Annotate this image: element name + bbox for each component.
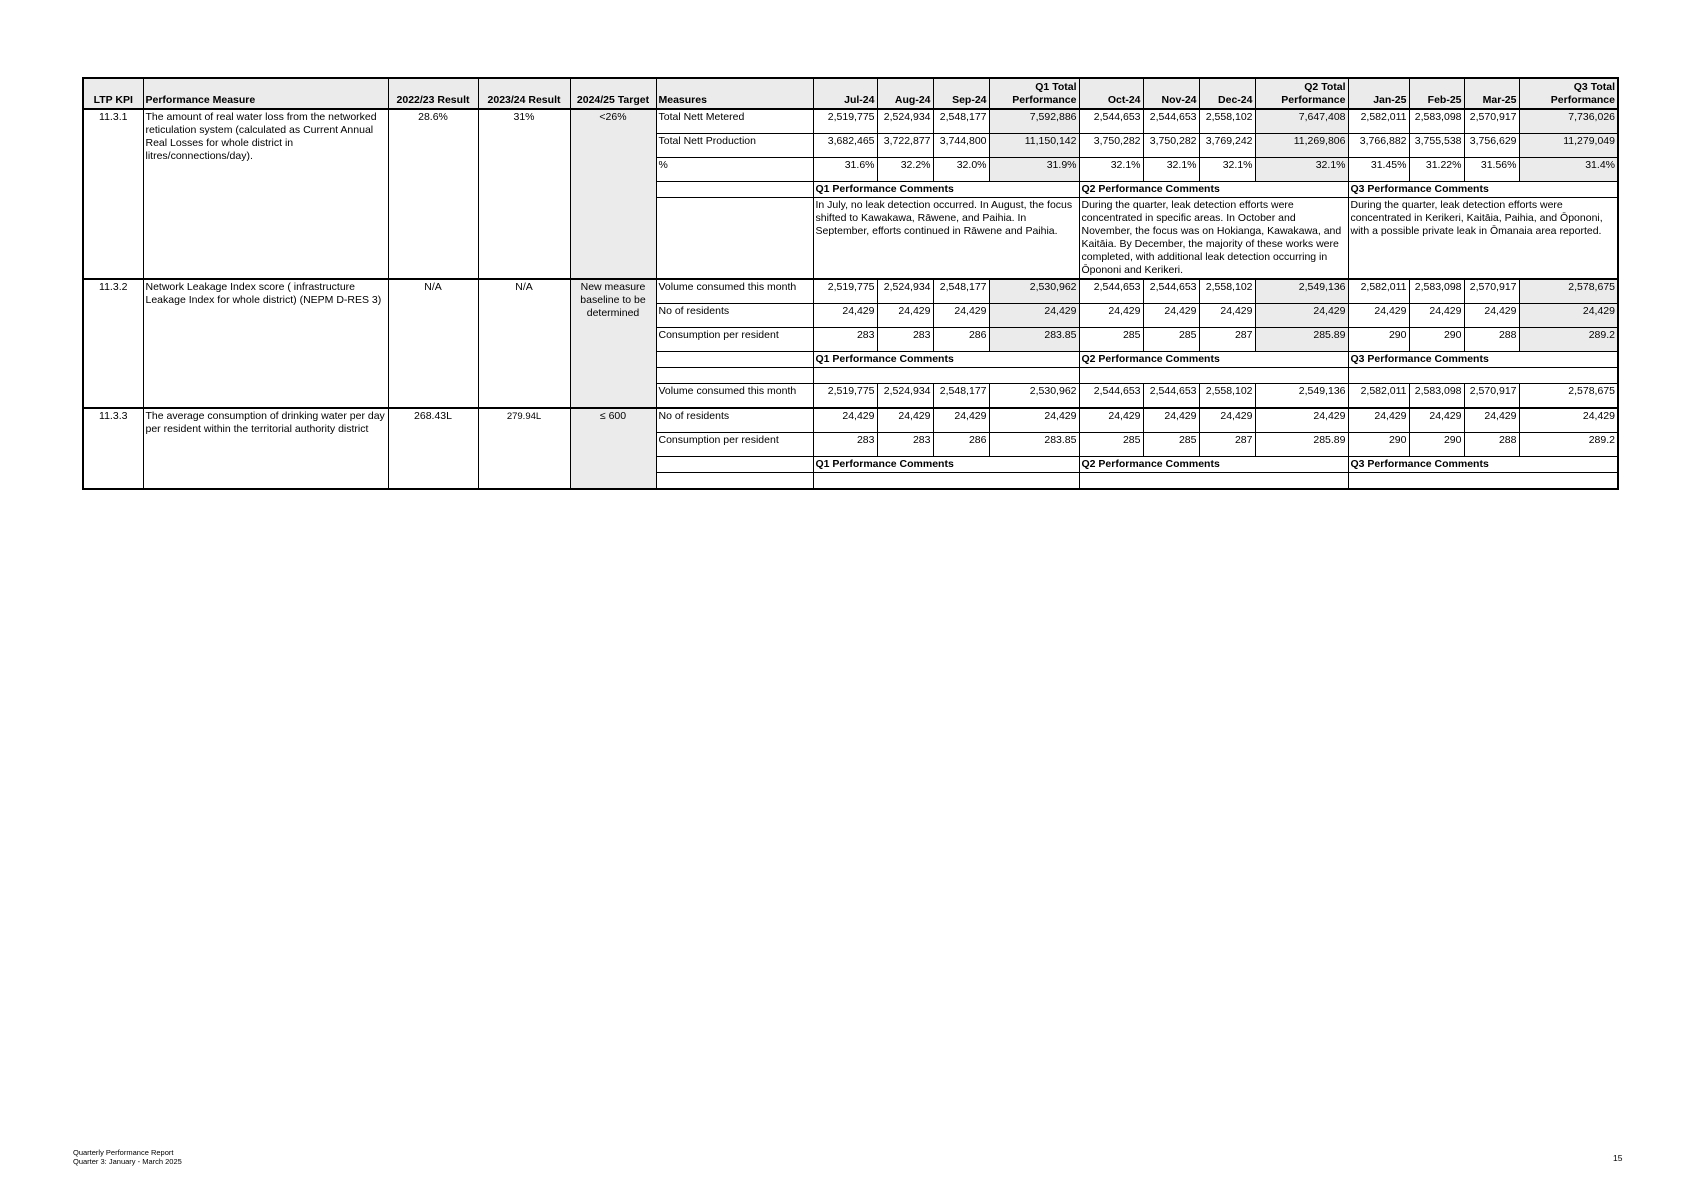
value-cell: 2,524,934 — [877, 384, 933, 409]
kpi-result-2023-24: 279.94L — [478, 408, 570, 489]
header-ltp-kpi: LTP KPI — [83, 78, 143, 109]
value-cell: 3,769,242 — [1199, 134, 1255, 158]
header-nov-24: Nov-24 — [1143, 78, 1199, 109]
q2-total-cell: 7,647,408 — [1255, 109, 1348, 134]
value-cell: 32.1% — [1143, 158, 1199, 182]
q3-total-cell: 31.4% — [1519, 158, 1618, 182]
q1-total-cell: 283.85 — [989, 433, 1079, 457]
value-cell: 2,583,098 — [1409, 279, 1464, 304]
value-cell: 290 — [1348, 433, 1409, 457]
value-cell: 2,583,098 — [1409, 384, 1464, 409]
q2-total-cell: 24,429 — [1255, 408, 1348, 433]
value-cell: 3,750,282 — [1079, 134, 1143, 158]
q3-comment-text: During the quarter, leak detection efforts were concentrated in Kerikeri, Kaitāia, Paihia, and Ōpononi, with a possible private leak in Ōmanaia area reported. — [1348, 198, 1618, 280]
header-q1-total-label: Q1 Total — [1035, 81, 1077, 93]
value-cell: 31.22% — [1409, 158, 1464, 182]
q2-total-cell: 2,549,136 — [1255, 279, 1348, 304]
blank-cell — [656, 352, 813, 368]
q1-comments-label: Q1 Performance Comments — [813, 352, 1079, 368]
value-cell: 24,429 — [1409, 304, 1464, 328]
kpi-result-2023-24: N/A — [478, 279, 570, 408]
value-cell: 24,429 — [1348, 304, 1409, 328]
header-2023-24-result: 2023/24 Result — [478, 78, 570, 109]
value-cell: 288 — [1464, 433, 1519, 457]
value-cell: 2,519,775 — [813, 279, 877, 304]
header-sep-24: Sep-24 — [933, 78, 989, 109]
value-cell: 2,519,775 — [813, 109, 877, 134]
value-cell: 2,544,653 — [1143, 384, 1199, 409]
q1-total-cell: 11,150,142 — [989, 134, 1079, 158]
value-cell: 2,583,098 — [1409, 109, 1464, 134]
value-cell: 283 — [877, 328, 933, 352]
header-q1-total — [989, 78, 1079, 109]
q1-comment-text: In July, no leak detection occurred. In August, the focus shifted to Kawakawa, Rāwene, and Paihia. In September, efforts continued in Rāwene and Paihia. — [813, 198, 1079, 280]
value-cell: 2,544,653 — [1079, 279, 1143, 304]
q1-total-cell: 7,592,886 — [989, 109, 1079, 134]
value-cell: 3,750,282 — [1143, 134, 1199, 158]
value-cell: 24,429 — [1464, 304, 1519, 328]
value-cell: 283 — [877, 433, 933, 457]
value-cell: 2,544,653 — [1143, 109, 1199, 134]
blank-cell — [656, 473, 813, 490]
header-row — [83, 78, 1618, 109]
q2-total-cell: 24,429 — [1255, 304, 1348, 328]
value-cell: 2,544,653 — [1143, 279, 1199, 304]
q3-total-cell: 289.2 — [1519, 328, 1618, 352]
q3-comment-text — [1348, 368, 1618, 384]
q1-comment-text — [813, 473, 1079, 490]
kpi-measure: The average consumption of drinking water per day per resident within the territorial authority district — [143, 408, 388, 489]
value-cell: 290 — [1409, 328, 1464, 352]
q3-comment-text — [1348, 473, 1618, 490]
measure-label: % — [656, 158, 813, 182]
value-cell: 3,722,877 — [877, 134, 933, 158]
value-cell: 31.6% — [813, 158, 877, 182]
value-cell: 24,429 — [933, 304, 989, 328]
q2-total-cell: 285.89 — [1255, 433, 1348, 457]
footer-quarter: Quarter 3: January - March 2025 — [73, 1157, 182, 1166]
value-cell: 2,582,011 — [1348, 384, 1409, 409]
header-q2-total-label: Q2 Total — [1304, 81, 1346, 93]
blank-cell — [656, 182, 813, 198]
q3-total-cell: 7,736,026 — [1519, 109, 1618, 134]
value-cell: 2,548,177 — [933, 279, 989, 304]
q2-comments-label: Q2 Performance Comments — [1079, 182, 1348, 198]
value-cell: 2,519,775 — [813, 384, 877, 409]
value-cell: 3,682,465 — [813, 134, 877, 158]
q1-total-cell: 2,530,962 — [989, 279, 1079, 304]
q2-total-cell: 32.1% — [1255, 158, 1348, 182]
value-cell: 290 — [1348, 328, 1409, 352]
value-cell: 285 — [1079, 433, 1143, 457]
kpi-result-2022-23: N/A — [388, 279, 478, 408]
value-cell: 3,766,882 — [1348, 134, 1409, 158]
q2-total-cell: 285.89 — [1255, 328, 1348, 352]
value-cell: 285 — [1143, 433, 1199, 457]
value-cell: 2,558,102 — [1199, 279, 1255, 304]
value-cell: 24,429 — [1079, 304, 1143, 328]
value-cell: 287 — [1199, 433, 1255, 457]
header-jul-24: Jul-24 — [813, 78, 877, 109]
value-cell: 286 — [933, 433, 989, 457]
measure-label: Consumption per resident — [656, 433, 813, 457]
measure-label: Volume consumed this month — [656, 279, 813, 304]
value-cell: 288 — [1464, 328, 1519, 352]
value-cell: 32.2% — [877, 158, 933, 182]
q1-total-cell: 24,429 — [989, 304, 1079, 328]
q2-comments-label: Q2 Performance Comments — [1079, 457, 1348, 473]
value-cell: 24,429 — [1143, 408, 1199, 433]
value-cell: 24,429 — [1199, 304, 1255, 328]
header-feb-25: Feb-25 — [1409, 78, 1464, 109]
value-cell: 24,429 — [1199, 408, 1255, 433]
value-cell: 24,429 — [877, 408, 933, 433]
value-cell: 2,570,917 — [1464, 109, 1519, 134]
value-cell: 3,756,629 — [1464, 134, 1519, 158]
header-mar-25: Mar-25 — [1464, 78, 1519, 109]
value-cell: 2,582,011 — [1348, 109, 1409, 134]
measure-label: Volume consumed this month — [656, 384, 813, 409]
value-cell: 24,429 — [813, 304, 877, 328]
value-cell: 290 — [1409, 433, 1464, 457]
kpi-id: 11.3.3 — [83, 408, 143, 489]
value-cell: 24,429 — [1143, 304, 1199, 328]
q1-comments-label: Q1 Performance Comments — [813, 182, 1079, 198]
value-cell: 283 — [813, 433, 877, 457]
kpi-result-2023-24: 31% — [478, 109, 570, 279]
report-footer — [73, 1148, 182, 1166]
header-q2-performance-label: Performance — [1281, 94, 1346, 106]
header-performance-measure: Performance Measure — [143, 78, 388, 109]
kpi-target-2024-25: New measure baseline to be determined — [570, 279, 656, 408]
q3-total-cell: 2,578,675 — [1519, 279, 1618, 304]
q3-total-cell: 2,578,675 — [1519, 384, 1618, 409]
value-cell: 32.1% — [1079, 158, 1143, 182]
value-cell: 24,429 — [933, 408, 989, 433]
q3-total-cell: 24,429 — [1519, 304, 1618, 328]
q2-comment-text: During the quarter, leak detection efforts were concentrated in specific areas. In October and November, the focus was on Hokianga, Kawakawa, and Kaitāia. By December, the majority of these works were completed, with additional leak detection occurring in Ōpononi and Kerikeri. — [1079, 198, 1348, 280]
kpi-measure: The amount of real water loss from the networked reticulation system (calculated as Current Annual Real Losses for whole district in litres/connections/day). — [143, 109, 388, 279]
q1-total-cell: 2,530,962 — [989, 384, 1079, 409]
value-cell: 3,755,538 — [1409, 134, 1464, 158]
header-q3-total-label: Q3 Total — [1573, 81, 1615, 93]
value-cell: 287 — [1199, 328, 1255, 352]
blank-cell — [656, 198, 813, 280]
q2-comments-label: Q2 Performance Comments — [1079, 352, 1348, 368]
q2-comment-text — [1079, 473, 1348, 490]
value-cell: 283 — [813, 328, 877, 352]
q3-total-cell: 24,429 — [1519, 408, 1618, 433]
value-cell: 285 — [1079, 328, 1143, 352]
value-cell: 2,548,177 — [933, 109, 989, 134]
q3-comments-label: Q3 Performance Comments — [1348, 457, 1618, 473]
value-cell: 32.1% — [1199, 158, 1255, 182]
kpi-target-2024-25: ≤ 600 — [570, 408, 656, 489]
value-cell: 31.45% — [1348, 158, 1409, 182]
kpi-table — [82, 77, 1619, 490]
value-cell: 2,570,917 — [1464, 279, 1519, 304]
q1-total-cell: 283.85 — [989, 328, 1079, 352]
q3-comments-label: Q3 Performance Comments — [1348, 352, 1618, 368]
value-cell: 3,744,800 — [933, 134, 989, 158]
footer-report-title: Quarterly Performance Report — [73, 1148, 174, 1157]
measure-label: No of residents — [656, 304, 813, 328]
kpi-id: 11.3.2 — [83, 279, 143, 408]
value-cell: 2,524,934 — [877, 109, 933, 134]
value-cell: 24,429 — [1464, 408, 1519, 433]
header-aug-24: Aug-24 — [877, 78, 933, 109]
kpi-id: 11.3.1 — [83, 109, 143, 279]
q1-total-cell: 24,429 — [989, 408, 1079, 433]
header-2022-23-result: 2022/23 Result — [388, 78, 478, 109]
q1-total-cell: 31.9% — [989, 158, 1079, 182]
value-cell: 2,544,653 — [1079, 109, 1143, 134]
value-cell: 286 — [933, 328, 989, 352]
header-2024-25-target: 2024/25 Target — [570, 78, 656, 109]
measure-label: Consumption per resident — [656, 328, 813, 352]
header-oct-24: Oct-24 — [1079, 78, 1143, 109]
q3-comments-label: Q3 Performance Comments — [1348, 182, 1618, 198]
value-cell: 2,544,653 — [1079, 384, 1143, 409]
value-cell: 2,558,102 — [1199, 384, 1255, 409]
measure-label: No of residents — [656, 408, 813, 433]
blank-cell — [656, 368, 813, 384]
header-q1-performance-label: Performance — [1012, 94, 1077, 106]
value-cell: 24,429 — [1348, 408, 1409, 433]
q1-comment-text — [813, 368, 1079, 384]
value-cell: 2,548,177 — [933, 384, 989, 409]
value-cell: 2,570,917 — [1464, 384, 1519, 409]
header-q2-total — [1255, 78, 1348, 109]
q2-comment-text — [1079, 368, 1348, 384]
kpi-11-3-2-row-1 — [83, 279, 1618, 304]
value-cell: 32.0% — [933, 158, 989, 182]
value-cell: 24,429 — [813, 408, 877, 433]
header-jan-25: Jan-25 — [1348, 78, 1409, 109]
kpi-result-2022-23: 28.6% — [388, 109, 478, 279]
value-cell: 285 — [1143, 328, 1199, 352]
value-cell: 2,558,102 — [1199, 109, 1255, 134]
measure-label: Total Nett Production — [656, 134, 813, 158]
kpi-measure: Network Leakage Index score ( infrastructure Leakage Index for whole district) (NEPM D-RES 3) — [143, 279, 388, 408]
measure-label: Total Nett Metered — [656, 109, 813, 134]
value-cell: 31.56% — [1464, 158, 1519, 182]
q3-total-cell: 11,279,049 — [1519, 134, 1618, 158]
page-number: 15 — [1613, 1153, 1623, 1163]
q1-comments-label: Q1 Performance Comments — [813, 457, 1079, 473]
kpi-result-2022-23: 268.43L — [388, 408, 478, 489]
q2-total-cell: 2,549,136 — [1255, 384, 1348, 409]
q2-total-cell: 11,269,806 — [1255, 134, 1348, 158]
value-cell: 24,429 — [1409, 408, 1464, 433]
kpi-11-3-1-row-1 — [83, 109, 1618, 134]
q3-total-cell: 289.2 — [1519, 433, 1618, 457]
value-cell: 24,429 — [877, 304, 933, 328]
kpi-11-3-3-row-1 — [83, 408, 1618, 433]
kpi-target-2024-25: <26% — [570, 109, 656, 279]
value-cell: 24,429 — [1079, 408, 1143, 433]
header-measures: Measures — [656, 78, 813, 109]
value-cell: 2,524,934 — [877, 279, 933, 304]
header-dec-24: Dec-24 — [1199, 78, 1255, 109]
blank-cell — [656, 457, 813, 473]
header-q3-total — [1519, 78, 1618, 109]
header-q3-performance-label: Performance — [1550, 94, 1615, 106]
value-cell: 2,582,011 — [1348, 279, 1409, 304]
